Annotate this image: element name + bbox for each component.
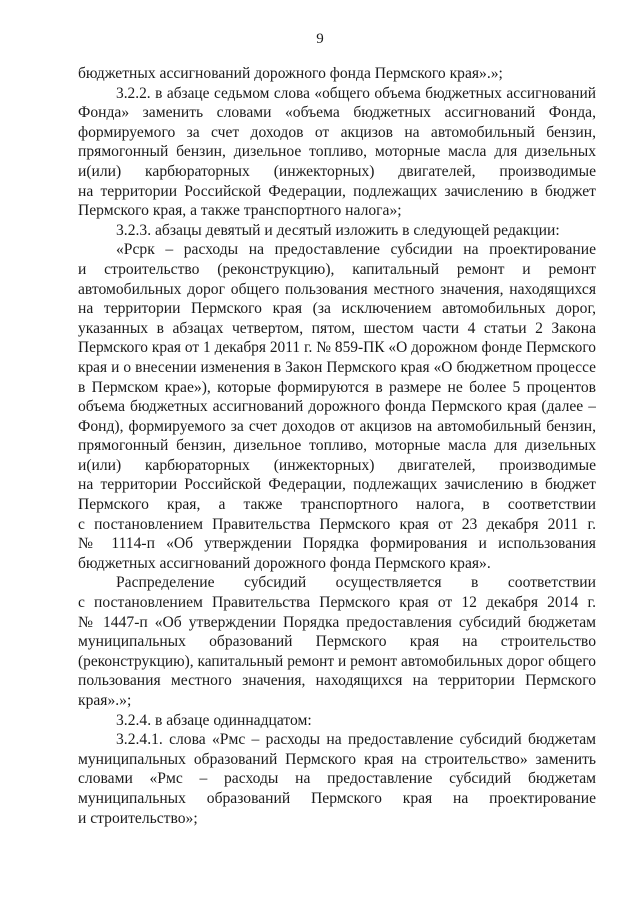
text-line: муниципальных образований Пермского края на проектирование bbox=[78, 789, 596, 807]
text-line: указанных в абзацах четвертом, пятом, шестом части 4 статьи 2 Закона bbox=[78, 319, 596, 337]
text-line: № 1114-п «Об утверждении Порядка формирования и использования bbox=[78, 535, 596, 553]
text-line: края».»; bbox=[78, 692, 132, 709]
text-line: с постановлением Правительства Пермского края от 12 декабря 2014 г. bbox=[78, 594, 596, 612]
text-line: прямогонный бензин, дизельное топливо, моторные масла для дизельных bbox=[78, 437, 596, 455]
text-line: 3.2.4. в абзаце одиннадцатом: bbox=[116, 711, 312, 729]
text-line: и строительство»; bbox=[78, 809, 198, 827]
text-line: в Пермском крае»), которые формируются в размере не более 5 процентов bbox=[78, 378, 596, 396]
text-line: объема бюджетных ассигнований дорожного фонда Пермского края (далее – bbox=[78, 398, 596, 416]
text-line: и(или) карбюраторных (инжекторных) двигателей, производимые bbox=[78, 162, 596, 180]
text-line: и(или) карбюраторных (инжекторных) двигателей, производимые bbox=[78, 456, 596, 474]
text-line: с постановлением Правительства Пермского края от 23 декабря 2011 г. bbox=[78, 515, 596, 533]
text-line: Фонда» заменить словами «объема бюджетных ассигнований Фонда, bbox=[78, 104, 596, 122]
text-line: пользования местного значения, находящихся на территории Пермского bbox=[78, 672, 596, 690]
text-line: Фонд), формируемого за счет доходов от акцизов на автомобильный бензин, bbox=[78, 417, 596, 435]
text-line: на территории Российской Федерации, подлежащих зачислению в бюджет bbox=[78, 476, 596, 494]
text-line: (реконструкцию), капитальный ремонт и ремонт автомобильных дорог общего bbox=[78, 652, 596, 670]
page-number: 9 bbox=[316, 31, 324, 47]
text-line: Распределение субсидий осуществляется в соответствии bbox=[116, 574, 596, 592]
text-line: на территории Российской Федерации, подлежащих зачислению в бюджет bbox=[78, 182, 596, 200]
text-line: «Рсрк – расходы на предоставление субсидии на проектирование bbox=[116, 241, 596, 259]
text-line: Пермского края, а также транспортного налога»; bbox=[78, 202, 402, 220]
text-line: Пермского края от 1 декабря 2011 г. № 859-ПК «О дорожном фонде Пермского bbox=[78, 339, 596, 357]
text-line: муниципальных образований Пермского края на строительство bbox=[78, 633, 596, 651]
text-line: автомобильных дорог общего пользования местного значения, находящихся bbox=[78, 280, 596, 298]
text-line: на территории Пермского края (за исключением автомобильных дорог, bbox=[78, 300, 596, 318]
text-line: 3.2.4.1. слова «Рмс – расходы на предоставление субсидий бюджетам bbox=[116, 731, 596, 749]
text-line: 3.2.2. в абзаце седьмом слова «общего объема бюджетных ассигнований bbox=[116, 84, 596, 102]
text-line: края и о внесении изменения в Закон Пермского края «О бюджетном процессе bbox=[78, 358, 596, 376]
document-body bbox=[78, 64, 596, 828]
text-line: и строительство (реконструкцию), капитальный ремонт и ремонт bbox=[78, 260, 596, 278]
text-line: формируемого за счет доходов от акцизов на автомобильный бензин, bbox=[78, 123, 596, 141]
text-line: муниципальных образований Пермского края на строительство» заменить bbox=[78, 750, 596, 768]
text-line: прямогонный бензин, дизельное топливо, моторные масла для дизельных bbox=[78, 143, 596, 161]
text-line: 3.2.3. абзацы девятый и десятый изложить в следующей редакции: bbox=[116, 221, 560, 239]
text-line: бюджетных ассигнований дорожного фонда Пермского края».»; bbox=[78, 65, 503, 82]
text-line: Пермского края, а также транспортного налога, в соответствии bbox=[78, 496, 596, 514]
text-line: № 1447-п «Об утверждении Порядка предоставления субсидий бюджетам bbox=[78, 613, 596, 631]
text-line: бюджетных ассигнований дорожного фонда Пермского края». bbox=[78, 554, 491, 572]
text-line: словами «Рмс – расходы на предоставление субсидий бюджетам bbox=[78, 770, 596, 788]
